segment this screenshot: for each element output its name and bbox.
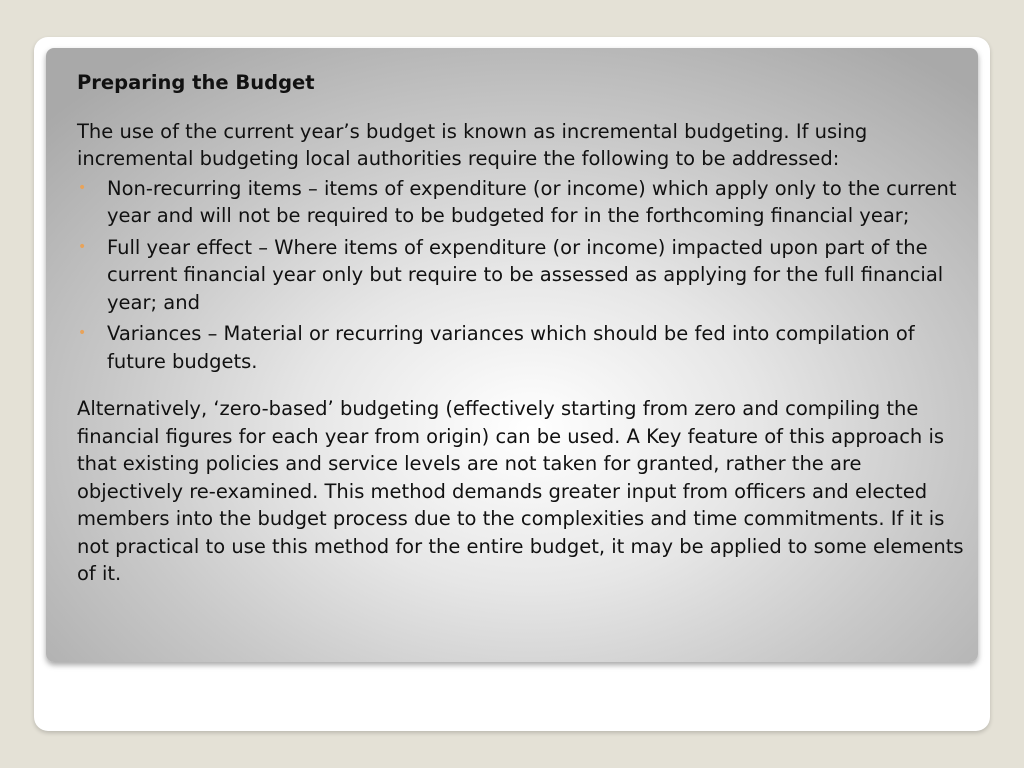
- slide-text-block: [77, 69, 967, 588]
- bullet-text: Full year effect – Where items of expenditure (or income) impacted upon part of the current financial year only but require to be assessed as applying for the full financial year; and: [107, 235, 944, 314]
- closing-paragraph: Alternatively, ‘zero-based’ budgeting (effectively starting from zero and compiling the financial figures for each year from origin) can be used. A Key feature of this approach is that existing policies and service levels are not taken for granted, rather the are objectively re-examined. This method demands greater input from officers and elected members into the budget process due to the complexities and time commitments. If it is not practical to use this method for the entire budget, it may be applied to some elements of it.: [77, 397, 964, 585]
- bullet-icon: •: [78, 179, 87, 196]
- bullet-list: [77, 175, 967, 376]
- intro-paragraph: The use of the current year’s budget is known as incremental budgeting. If using incremental budgeting local authorities require the following to be addressed:: [77, 119, 868, 170]
- slide-heading: Preparing the Budget: [77, 71, 315, 94]
- list-item: [77, 234, 967, 317]
- bullet-icon: •: [78, 325, 87, 341]
- bullet-text: Non-recurring items – items of expenditure (or income) which apply only to the current year and will not be required to be budgeted for in the forthcoming financial year;: [107, 176, 957, 227]
- list-item: [77, 175, 967, 230]
- bullet-text: Variances – Material or recurring variances which should be fed into compilation of future budgets.: [107, 322, 915, 373]
- list-item: [77, 320, 967, 375]
- bullet-icon: •: [78, 238, 87, 255]
